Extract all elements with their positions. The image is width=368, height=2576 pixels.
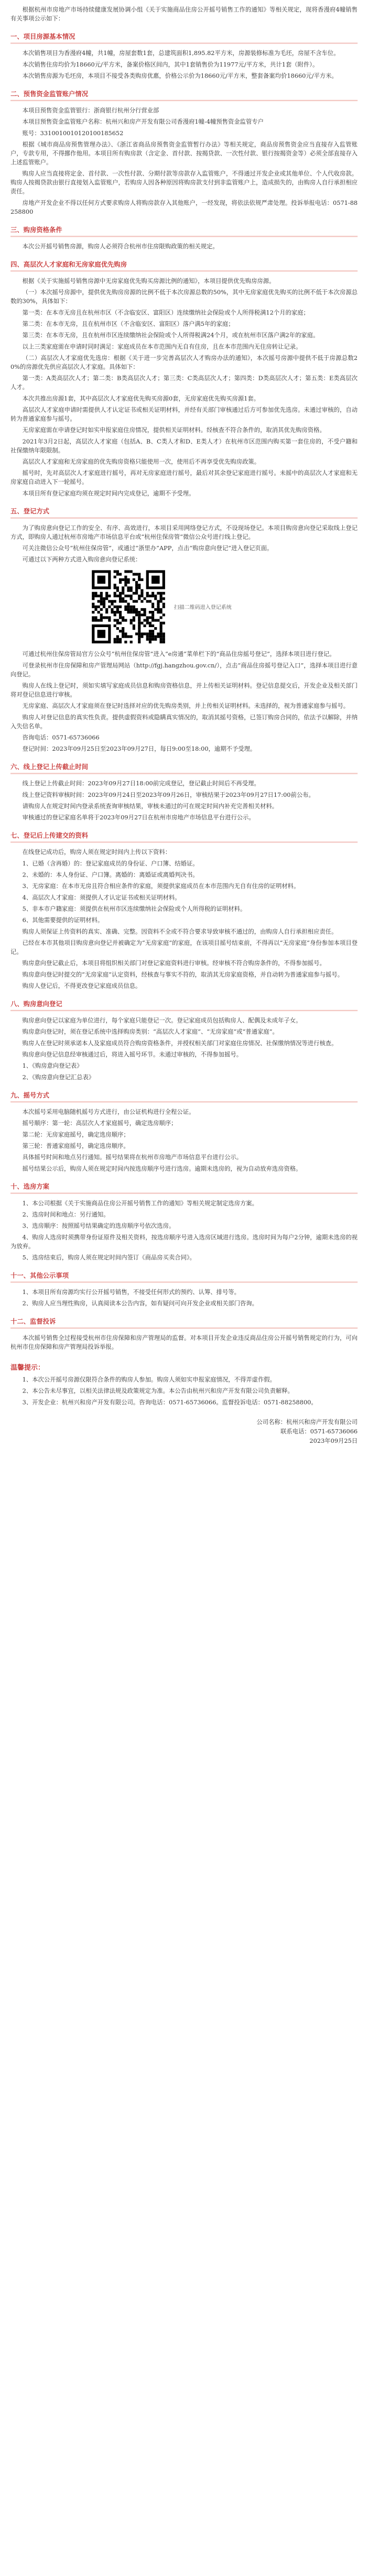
- section-paragraph: 以上三类家庭需在申请时同时满足：家庭成员在本市范围内无自有住房，且在本市范围内无住房转让记录。: [22, 343, 302, 350]
- section-paragraph: 第一类：在本市无房且在杭州市区（不含临安区、富阳区）连续缴纳社会保险或个人所得税满12个月的家庭；: [22, 309, 309, 316]
- section-paragraph: 第二轮：无房家庭摇号，确定选房顺序；: [22, 1131, 129, 1138]
- section-paragraph: 本次共推出房源1套，其中高层次人才家庭优先购买房源0套，无房家庭优先购买房源1套。: [22, 394, 260, 402]
- section-paragraph: 本次公开摇号销售房源，购房人必须符合杭州市住房限购政策的相关规定。: [22, 243, 219, 250]
- section-paragraph: 5、选房结束后，购房人须在规定时间内签订《商品房买卖合同》。: [22, 1254, 196, 1261]
- section-paragraph: 购房意向登记以家庭为单位进行，每个家庭只能登记一次。登记家庭成员包括购房人、配偶及未成年子女。: [22, 1017, 302, 1024]
- section-paragraph: 线上登记上传截止时间：2023年09月27日18:00前完成登记，登记截止时间后不再受理。: [22, 780, 260, 787]
- section-divider: [10, 1010, 358, 1011]
- notice-paragraph: 2、本公告未尽事宜，以相关法律法规及政策规定为准。本公告由杭州兴和房产开发有限公司负责解释。: [22, 1387, 294, 1395]
- section-paragraph: 本次销售项目为香漫府4幢，共1幢，房屋套数1套，总建筑面积1,895.82平方米，房源装修标准为毛坯，房屋不含车位。: [22, 49, 340, 57]
- section-title: 十二、监督投诉: [10, 1318, 56, 1325]
- section-paragraph: 在线登记成功后，购房人须在规定时间内上传以下资料：: [22, 848, 171, 856]
- section-paragraph: （二）高层次人才家庭优先选房：根据《关于进一步完善高层次人才购房办法的通知》，本次摇号房源中提供不低于房源总数20%的房源优先供应高层次人才家庭。具体如下：: [10, 354, 358, 370]
- signature-phone: 联系电话：0571-65736066: [280, 1428, 358, 1435]
- section-title: 十一、其他公示事项: [10, 1271, 69, 1279]
- notice-paragraph: 3、开发企业：杭州兴和房产开发有限公司。咨询电话：0571-65736066。监督投诉电话：0571-88258800。: [22, 1399, 317, 1406]
- section-paragraph: 可通过杭州住保房管局官方公众号“杭州住保房管”进入“e房通”菜单栏下的“商品住房摇号登记”，选择本项目进行登记。: [22, 650, 335, 657]
- section-paragraph: 购房意向登记信息经审核通过后，将进入摇号环节。未通过审核的，不得参加摇号。: [22, 1051, 243, 1058]
- section-paragraph: 6、其他需要提供的证明材料。: [22, 916, 104, 924]
- qr-code-icon: [89, 567, 168, 646]
- section-paragraph: 咨询电话：0571-65736066: [22, 734, 100, 741]
- section-paragraph: 高层次人才家庭和无房家庭的优先购房资格只能使用一次，使用后不再享受优先购房政策。: [22, 458, 261, 465]
- section-title: 一、项目房源基本情况: [10, 32, 75, 41]
- section-paragraph: 房地产开发企业不得以任何方式要求购房人将购房款存入其他账户，一经发现，将依法依规严肃处理。投诉举报电话：0571-88258800: [10, 199, 358, 215]
- section-divider: [10, 518, 358, 519]
- section-paragraph: 登记时间：2023年09月25日至2023年09月27日，每日9:00至18:00，逾期不予受理。: [22, 745, 256, 752]
- section-paragraph: 为了购房意向登记工作的安全、有序、高效进行，本项目采用网络登记方式，不设现场登记。本项目购房意向登记采取线上登记方式，即购房人通过杭州市房地产市场信息平台或“杭州住保房管”微信公众号进行线上登记。: [10, 524, 358, 541]
- section-paragraph: 2、未婚的：本人身份证、户口簿。离婚的：离婚证或离婚判决书。: [22, 871, 199, 879]
- section-paragraph: 本次销售住房均价为18660元/平方米，备案价格区间内，其中1套销售价为11977元/平方米，共计1套（附件）。: [22, 61, 319, 68]
- section-paragraph: 购房人对登记信息的真实性负责。提供虚假资料或隐瞒真实情况的，取消其摇号资格，已签订购房合同的，依法予以解除，并纳入失信名单。: [10, 714, 358, 730]
- section-paragraph: 本次摇号销售全过程接受杭州市住房保障和房产管理局的监督。对本项目开发企业违反商品住房公开摇号销售规定的行为，可向杭州市住房保障和房产管理局投诉举报。: [10, 1334, 358, 1351]
- section-paragraph: 购房人须保证上传资料的真实、准确、完整。因资料不全或不符合要求导致审核不通过的，由购房人自行承担相应责任。: [22, 928, 338, 935]
- section-divider: [10, 773, 358, 774]
- section-paragraph: 请购房人在规定时间内登录系统查询审核结果，审核未通过的可在规定时间内补充完善相关材料。: [22, 803, 278, 810]
- section-paragraph: 第三轮：普通家庭摇号，确定选房顺序。: [22, 1142, 129, 1149]
- section-title: 八、购房意向登记: [10, 1000, 62, 1008]
- section-title: 三、购房资格条件: [10, 226, 62, 234]
- section-paragraph: 本项目预售资金监管银行：浙商银行杭州分行营业部: [22, 107, 159, 114]
- section-paragraph: 1、已婚（含再婚）的：登记家庭成员的身份证、户口簿、结婚证。: [22, 860, 199, 867]
- section-divider: [10, 100, 358, 101]
- section-paragraph: 3、无房家庭：在本市无房且符合相应条件的家庭，须提供家庭成员在本市范围内无自有住房的证明材料。: [22, 882, 300, 890]
- section-paragraph: 无房家庭、高层次人才家庭须在登记时选择对应的优先购房类别，并上传相关证明材料。未选择的，视为普通家庭参与摇号。: [22, 702, 350, 709]
- section-paragraph: 高层次人才家庭申请时需提供人才认定证书或相关证明材料，并经有关部门审核通过后方可参加优先选房。未通过审核的，自动转为普通家庭参与摇号。: [10, 406, 358, 422]
- qr-code-block: [89, 567, 358, 646]
- section-paragraph: 本项目所有登记家庭均须在规定时间内完成登记，逾期不予受理。: [22, 490, 195, 497]
- section-paragraph: 已经在本市其他项目购房意向登记并被确定为“无房家庭”的家庭，在该项目摇号结束前，不得再以“无房家庭”身份参加本项目登记。: [10, 939, 358, 956]
- section-paragraph: 购房意向登记时，须在登记系统中选择购房类别：“高层次人才家庭”、“无房家庭”或“普通家庭”。: [22, 1028, 278, 1036]
- section-paragraph: 购房人在登记时须承诺本人及家庭成员符合购房资格条件，并授权相关部门对家庭住房情况、社保缴纳情况等进行核查。: [22, 1039, 338, 1047]
- section-title: 五、登记方式: [10, 507, 50, 516]
- section-paragraph: 2、《购房意向登记汇总表》: [22, 1073, 95, 1081]
- section-title: 二、预售资金监管账户情况: [10, 90, 89, 98]
- section-paragraph: 具体摇号时间和地点另行通知。摇号结果将在杭州市房地产市场信息平台进行公示。: [22, 1154, 243, 1161]
- section-paragraph: 购房意向登记截止后，本项目将组织相关部门对登记家庭资料进行审核。经审核不符合购房条件的，不得参加摇号。: [22, 959, 326, 967]
- section-divider: [10, 42, 358, 43]
- section-paragraph: 根据《关于实施摇号销售房源中无房家庭优先购买房源比例的通知》，本项目提供优先购房房源。: [22, 277, 275, 284]
- section-paragraph: 1、本公司根据《关于实施商品住房公开摇号销售工作的通知》等相关规定制定选房方案。: [22, 1199, 258, 1207]
- section-paragraph: 无房家庭需在申请登记时如实申报家庭住房情况，提供相关证明材料。经核查不符合条件的，取消其优先购房资格。: [22, 426, 326, 434]
- section-divider: [10, 1281, 358, 1282]
- section-divider: [10, 1101, 358, 1102]
- section-paragraph: 第一类：A类高层次人才；第二类：B类高层次人才；第三类：C类高层次人才；第四类：D类高层次人才；第五类：E类高层次人才。: [10, 375, 358, 391]
- notice-container: [10, 1375, 358, 1407]
- section-paragraph: 购房意向登记时提交的“无房家庭”认定资料，经核查与事实不符的，取消其无房家庭资格，并自动转为普通家庭参与摇号。: [22, 971, 344, 978]
- section-divider: [10, 270, 358, 271]
- section-paragraph: 1、本项目所有房源均实行公开摇号销售，不接受任何形式的预约、认筹、排号等。: [22, 1288, 240, 1296]
- section-divider: [10, 841, 358, 842]
- intro-paragraph: 根据杭州市房地产市场持续健康发展协调小组《关于实施商品住房公开摇号销售工作的通知》等相关规定，现将香漫府4幢销售有关事项公示如下：: [10, 6, 358, 23]
- sections-container: [10, 31, 358, 1352]
- section-divider: [10, 1192, 358, 1193]
- section-paragraph: 可登录杭州市住房保障和房产管理局网站（http://fgj.hangzhou.gov.cn/），点击“商品住房摇号登记入口”，选择本项目进行意向登记。: [10, 662, 358, 678]
- section-paragraph: 摇号顺序：第一轮：高层次人才家庭摇号，确定选房顺序；: [22, 1120, 177, 1127]
- section-paragraph: 根据《城市商品房预售管理办法》、《浙江省商品房预售资金监管暂行办法》等相关规定，商品房预售资金应当直接存入监管账户，专款专用，不得挪作他用。本项目所有购房款（含定金、首付款、按揭贷款、一次性付款、银行按揭资金等）必须全部直接存入上述监管账户。: [10, 141, 358, 166]
- section-paragraph: 本次销售房源为毛坯房，本项目不接受各类购房优惠，价格公示价为18660元/平方米，整套备案均价18660元/平方米。: [22, 72, 338, 80]
- section-paragraph: 3、选房顺序：按照摇号结果确定的选房顺序号依次选房。: [22, 1222, 175, 1230]
- section-paragraph: 第三类：在本市无房，且在杭州市区连续缴纳社会保险或个人所得税满24个月，或在杭州市区落户满2年的家庭。: [22, 332, 319, 339]
- section-divider: [10, 236, 358, 237]
- section-title: 十、选房方案: [10, 1182, 50, 1191]
- section-paragraph: 审核通过的登记家庭名单将于2023年09月27日在杭州市房地产市场信息平台进行公示。: [22, 814, 255, 821]
- section-paragraph: 账号：3310010010120100185652: [22, 129, 124, 137]
- section-paragraph: 5、非本市户籍家庭：须提供在杭州市区连续缴纳社会保险或个人所得税的证明材料。: [22, 905, 246, 913]
- section-paragraph: 摇号结果公示后，购房人须在规定时间内按选房顺序号进行选房。逾期未选房的，视为自动放弃选房资格。: [22, 1165, 302, 1172]
- section-paragraph: 1、《购房意向登记表》: [22, 1062, 83, 1070]
- section-paragraph: 本次摇号采用电脑随机摇号方式进行，由公证机构进行全程公证。: [22, 1108, 195, 1115]
- section-paragraph: 线上登记资料审核时间：2023年09月24日至2023年09月26日，审核结果于2023年09月27日17:00前公布。: [22, 791, 315, 798]
- section-paragraph: 可通过以下两种方式进入购房意向登记系统：: [22, 556, 142, 563]
- section-paragraph: （一）本次摇号房源中，提供优先购房房源的比例不低于本次房源总数的50%，其中无房家庭优先购买的比例不低于本次房源总数的30%，具体如下：: [10, 289, 358, 305]
- signature-company: 公司名称：杭州兴和房产开发有限公司: [256, 1418, 358, 1426]
- signature-block: [10, 1417, 358, 1445]
- section-title: 七、登记后上传建交的资料: [10, 831, 89, 839]
- qr-caption: 扫描二维码进入登记系统: [174, 604, 232, 610]
- section-paragraph: 2、选房时间和地点：另行通知。: [22, 1211, 110, 1218]
- section-paragraph: 2、购房人应当理性购房，认真阅读本公告内容，如有疑问可向开发企业或相关部门咨询。: [22, 1300, 258, 1307]
- section-paragraph: 购房人应当直接将定金、首付款、一次性付款、分期付款等房款存入监管账户，不得通过开发企业或其他单位、个人代收房款。购房人按揭贷款由银行直接划入监管账户，若购房人因各种原因将购房款支付到非监管账户上，造成损失的，由购房人自行承担相应责任。: [10, 170, 358, 195]
- section-divider: [10, 1328, 358, 1329]
- section-paragraph: 本项目预售资金监管账户名称：杭州兴和房产开发有限公司香漫府1幢-4幢预售资金监管专户: [22, 118, 264, 126]
- section-paragraph: 购房人登记后，不得更改登记家庭成员信息。: [22, 982, 142, 990]
- section-paragraph: 购房人在线上登记时，须如实填写家庭成员信息和购房资格信息，并上传相关证明材料。登记信息提交后，开发企业及相关部门将对登记信息进行审核。: [10, 682, 358, 698]
- section-paragraph: 摇号时，先对高层次人才家庭进行摇号，再对无房家庭进行摇号，最后对其余登记家庭进行摇号。未摇中的高层次人才家庭和无房家庭自动进入下一轮摇号。: [10, 469, 358, 486]
- notice-title: 温馨提示：: [10, 1363, 45, 1372]
- section-paragraph: 4、购房人选房时须携带身份证原件及相关资料，按选房顺序号进入选房区域进行选房。选房时间为每户2分钟，逾期未选房的视为放弃。: [10, 1233, 358, 1250]
- signature-date: 2023年09月25日: [309, 1437, 358, 1444]
- section-title: 九、摇号方式: [10, 1091, 50, 1099]
- section-paragraph: 2021年3月2日起，高层次人才家庭（包括A、B、C类人才和D、E类人才）在杭州市区范围内购买第一套住房的，不受户籍和社保缴纳年限限制。: [10, 438, 358, 454]
- section-paragraph: 第二类：在本市无房，且在杭州市区（不含临安区、富阳区）落户满5年的家庭；: [22, 320, 234, 327]
- section-title: 四、高层次人才家庭和无房家庭优先购房: [10, 260, 127, 268]
- notice-paragraph: 1、本次公开摇号房源仅限符合条件的购房人参加。购房人须如实申报家庭情况，不得弄虚作假。: [22, 1376, 276, 1383]
- section-paragraph: 可关注微信公众号“杭州住保房管”，或通过“浙里办”APP，点击“购房意向登记”进入登记页面。: [22, 544, 273, 552]
- section-title: 六、线上登记上传截止时间: [10, 763, 89, 771]
- section-paragraph: 4、高层次人才家庭：须提供人才认定证书或相关证明材料。: [22, 894, 181, 901]
